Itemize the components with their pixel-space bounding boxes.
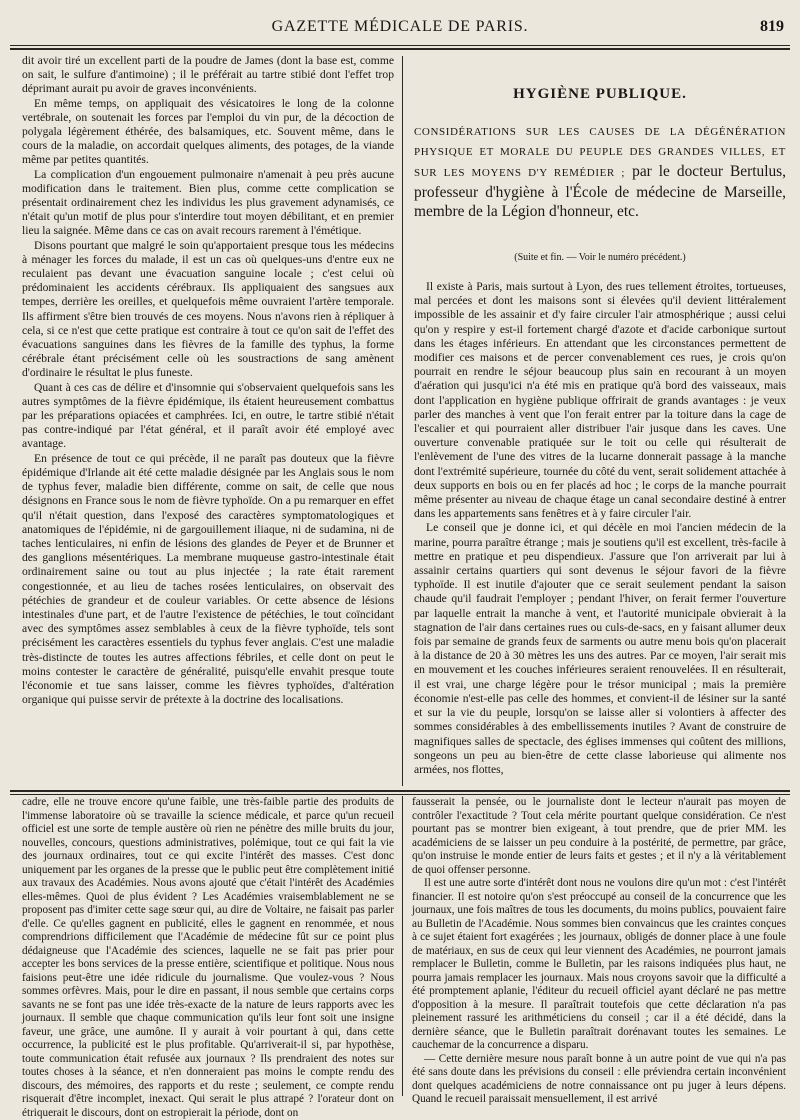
right-column xyxy=(414,280,786,786)
paragraph: dit avoir tiré un excellent parti de la poudre de James (dont la base est, comme on sait, le sulfure d'antimoine) ; il le préférait au tartre stibié dont l'effet trop déprimant aurait pu avoir de graves inconvénients. xyxy=(22,54,394,96)
bottom-left-column xyxy=(22,796,394,1119)
left-column xyxy=(22,54,394,707)
section-title: HYGIÈNE PUBLIQUE. xyxy=(513,86,687,102)
paragraph: En même temps, on appliquait des vésicatoires le long de la colonne vertébrale, on soutenait les forces par l'emploi du vin pur, de la décoction de polygala légèrement éthérée, des balsamiques, etc. Souvent même, dans le cours de la maladie, on accordait quelques aliments, des potages, de la viande même par petites quantités. xyxy=(22,96,394,167)
paragraph: fausserait la pensée, ou le journaliste dont le lecteur n'aurait pas moyen de contrôler l'exactitude ? Tout cela mérite pourtant quelque considération. Ce n'est pourtant pas se montrer bien exigeant, à tout prendre, que de prier MM. les académiciens de se laisser un peu conduire à la postérité, de permettre, par grâce, qu'on instruise le monde entier de leurs faits et gestes ; et il n'y a là véritablement de quoi offenser personne. xyxy=(412,796,786,876)
paragraph: Quant à ces cas de délire et d'insomnie qui s'observaient quelquefois sans les autres symptômes de la fièvre épidémique, ils étaient heureusement combattus par les préparations opiacées et camphrées. Ici, en outre, le tartre stibié n'était pas contre-indiqué par l'état général, et il paraît avoir été employé avec avantage. xyxy=(22,380,394,451)
bottom-right-column xyxy=(412,796,786,1105)
paragraph: Il existe à Paris, mais surtout à Lyon, des rues tellement étroites, tortueuses, mal percées et dont les maisons sont si élevées qu'il devient littéralement impossible de les assainir et d'y faire circuler l'air atmosphérique ; aussi celui qu'on y respire y est-il fortement chargé d'azote et d'acide carbonique surtout dans les étages inférieurs. En attendant que les circonstances permettent de modifier ces maisons et de percer convenablement ces rues, je crois qu'on pourrait en rendre le séjour beaucoup plus sain en recourant à un moyen d'aération qui jusqu'ici n'a été mis en pratique qu'à bord des vaisseaux, mais dont l'application en hygiène publique offrirait de grands avantages : je veux parler des manches à vent que l'on ferait entrer par la toiture dans la cage de l'escalier et qui pourraient aller distribuer l'air jusque dans les caves. Une ouverture convenable pratiquée sur le toit ou celle qui résulterait de l'enlèvement de l'une des vitres de la lucarne donnerait passage à la manche dont l'extrémité supérieure, tournée du côté du vent, serait solidement attachée à deux supports en bois ou en fer placés ad hoc ; le corps de la manche pourrait même présenter au niveau de chaque étage un canal secondaire destiné à entrer dans les appartements sans fenêtres et à y faire circuler l'air. xyxy=(414,280,786,521)
feuilleton-rule xyxy=(10,790,790,792)
article-author: par le docteur Bertulus, professeur d'hygiène à l'École de médecine de Marseille, membre de la Légion d'honneur, etc. xyxy=(414,163,787,220)
feuilleton-rule-thin xyxy=(10,794,790,795)
header-rule xyxy=(10,45,790,46)
paragraph: — Cette dernière mesure nous paraît bonne à un autre point de vue qui n'a pas été sans doute dans les prévisions du conseil : elle préviendra certain inconvénient dont quelques académiciens de notre connaissance ont pu juger à leurs dépens. Quand le recueil paraissait mensuellement, il est arrivé xyxy=(412,1052,786,1105)
paragraph: Il est une autre sorte d'intérêt dont nous ne voulons dire qu'un mot : c'est l'intérêt financier. Il est notoire qu'on s'est préoccupé au conseil de la concurrence que les journaux, une fois maîtres de tous les documents, du moins publics, pouvaient faire au Bulletin de l'Académie. Nous sommes bien convaincus que les craintes conçues à ce sujet étaient fort exagérées ; les journaux, obligés de donner place à une foule de matériaux, en sus de ceux qui leur viennent des Académies, ne pourront jamais remplacer le Bulletin, comme le Bulletin, par les raisons indiquées plus haut, ne pourra jamais remplacer les journaux. Mais nous croyons savoir que la difficulté a été promptement aplanie, l'éditeur du recueil officiel ayant déclaré ne pas mettre d'opposition à la mesure. Il paraîtrait toutefois que cette déclaration n'a pas pleinement rassuré les arithméticiens du conseil ; car il a été décidé, dans la dernière séance, que le Bulletin paraîtrait dorénavant toutes les semaines. Le cauchemar de la concurrence a disparu. xyxy=(412,877,786,1051)
page-header xyxy=(12,18,788,44)
journal-title: GAZETTE MÉDICALE DE PARIS. xyxy=(271,18,529,35)
column-divider xyxy=(402,56,403,786)
paragraph: Disons pourtant que malgré le soin qu'apportaient presque tous les médecins à ménager les forces du malade, il est un cas où quelques-uns d'entre eux ne reculaient pas devant une évacuation sanguine locale ; c'est celui où prédominaient les accidents cérébraux. Ils appliquaient des sangsues aux tempes, derrière les oreilles, et quelquefois même ouvraient l'artère temporale. Ils affirment s'être bien trouvés de ces moyens. Nous n'avons rien à répliquer à cela, si ce n'est que cette pratique est contraire à tout ce qu'on sait de l'effet des évacuations sanguines dans les fièvres de la famille des typhus, la forme cérébrale étant précisément celle où les soustractions de sang amènent d'ordinaire le résultat le plus funeste. xyxy=(22,238,394,380)
paragraph: cadre, elle ne trouve encore qu'une faible, une très-faible partie des produits de l'immense laboratoire où se travaille la science médicale, et parce qu'un recueil officiel est une sorte de temple austère où rien ne pénètre des mille bruits du jour, nouvelles, concours, questions administratives, polémique, tout ce qui fait la vie des journaux ordinaires, tout ce qui excite l'intérêt des masses. C'est donc uniquement par les organes de la presse que le public peut être complètement initié aux travaux des Académies. Nous avons ajouté que c'était l'intérêt des Académies elles-mêmes. Quoi de plus évident ? Les Académies vraisemblablement ne se proposent pas d'imiter cette sage sœur qui, au dire de Voltaire, ne faisait pas parler d'elle. Ce qu'elles gagnent en publicité, elles le gagnent en renommée, et nous comprendrions difficilement que l'Académie de médecine fût sur ce point plus dédaigneuse que l'Académie des sciences, laquelle ne se fait pas prier pour accepter les bons services de la presse entière, scientifique et politique. Nous nous faisions peut-être une idée ridicule du journalisme. Que voulez-vous ? Nous sommes orfèvres. Mais, pour le dire en passant, il nous semble que certains corps savants ne se font pas une idée très-exacte de la nature de leurs rapports avec les journaux. Il semble que chaque communication qu'ils leur font soit une insigne faveur, une grâce, une aumône. Il y aurait à voir pourtant à qui, dans cette occurrence, la publicité est le plus profitable. Qu'arriverait-il si, par hypothèse, toute communication était refusée aux journaux ? Ils prendraient des notes sur toutes choses à la séance, et n'en donneraient pas moins le compte rendu des discours, des mémoires, des rapports et du reste ; seulement, ce compte rendu risquerait d'être incomplet, inexact. Qui serait le plus attrapé ? l'orateur dont on étriquerait le discours, dont on estropierait la période, dont on xyxy=(22,796,394,1119)
bottom-column-divider xyxy=(402,796,403,1096)
paragraph: Le conseil que je donne ici, et qui décèle en moi l'ancien médecin de la marine, pourra paraître étrange ; mais je soutiens qu'il est excellent, très-facile à mettre en pratique et peu dispendieux. J'assure que l'on arriverait par lui à assainir certains quartiers qui sont devenus le séjour favori de la fièvre typhoïde. Il est inutile d'ajouter que ce serait seulement pendant la saison chaude qu'il faudrait l'employer ; pendant l'hiver, on ferait fermer l'ouverture par laquelle entrait la manche à vent, et l'autorité municipale obvierait à la stagnation de l'air dans certaines rues ou culs-de-sacs, en y faisant allumer deux fois par semaine de grands feux de sarments ou autre menu bois qu'on placerait à la distance de 20 à 30 mètres les uns des autres. Par ce moyen, l'air serait mis en mouvement et les couches inférieures seraient renouvelées. Il en résulterait, il est vrai, une charge légère pour le trésor municipal ; mais la première économie n'est-elle pas celle des hommes, et convient-il de lésiner sur la santé et sur la vie du peuple, lorsqu'on se laisse aller si volontiers à affecter des sommes considérables à des embellissements inutiles ? Avant de construire de magnifiques salles de spectacle, des églises immenses qui coûtent des millions, songeons un peu au bien-être de cette classe laborieuse qui alimente nos armées, nos flottes, xyxy=(414,521,786,776)
article-heading xyxy=(414,122,786,221)
continuation-note: (Suite et fin. — Voir le numéro précédent.) xyxy=(514,252,686,263)
header-rule-thick xyxy=(10,48,790,50)
article-title: CONSIDÉRATIONS SUR LES CAUSES DE LA DÉGÉNÉRATION PHYSIQUE ET MORALE DU PEUPLE DES GRANDES VILLES, ET SUR LES MOYENS D'Y REMÉDIER ; xyxy=(414,126,786,179)
page-number: 819 xyxy=(760,18,784,35)
paragraph: En présence de tout ce qui précède, il ne paraît pas douteux que la fièvre épidémique d'Irlande ait été cette maladie désignée par les Anglais sous le nom de typhus fever, maladie bien différente, comme on sait, de celle que nous désignons en France sous le nom de fièvre typhoïde. On a pu remarquer en effet qu'il n'était question, dans l'exposé des caractères symptomatologiques et anatomiques de l'épidémie, ni de gargouillement iliaque, ni de sudamina, ni de taches lenticulaires, ni enfin de lésions des glandes de Peyer et de Brunner et des ganglions mésentériques. La membrane muqueuse gastro-intestinale était ordinairement saine ou tout au plus injectée ; la rate était rarement congestionnée, et au lieu de taches rosées lenticulaires, on observait des pétéchies de grandeur et de couleur variables. Or cette absence de lésions intestinales d'une part, et de l'autre l'existence de pétéchies, le tout coïncidant avec des symptômes assez semblables à ceux de la fièvre typhoïde, tels sont précisément les caractères essentiels du typhus fever anglais. C'est une maladie très-distincte de toutes les autres affections fébriles, et celle dont on peut le moins contester le caractère de généralité, puisqu'elle envahit presque toute l'économie et tue sans laisser, comme les fièvres typhoïdes, d'altération organique qui puisse servir de prétexte à la doctrine des localisations. xyxy=(22,451,394,707)
paragraph: La complication d'un engouement pulmonaire n'amenait à peu près aucune modification dans le traitement. Bien plus, comme cette complication se présentait ordinairement chez les individus les plus gravement adynamisés, ce n'était qu'un motif de plus pour s'interdire tout moyen débilitant, et en premier lieu la saignée. Même dans ce cas on avait recours rarement à l'émétique. xyxy=(22,167,394,238)
